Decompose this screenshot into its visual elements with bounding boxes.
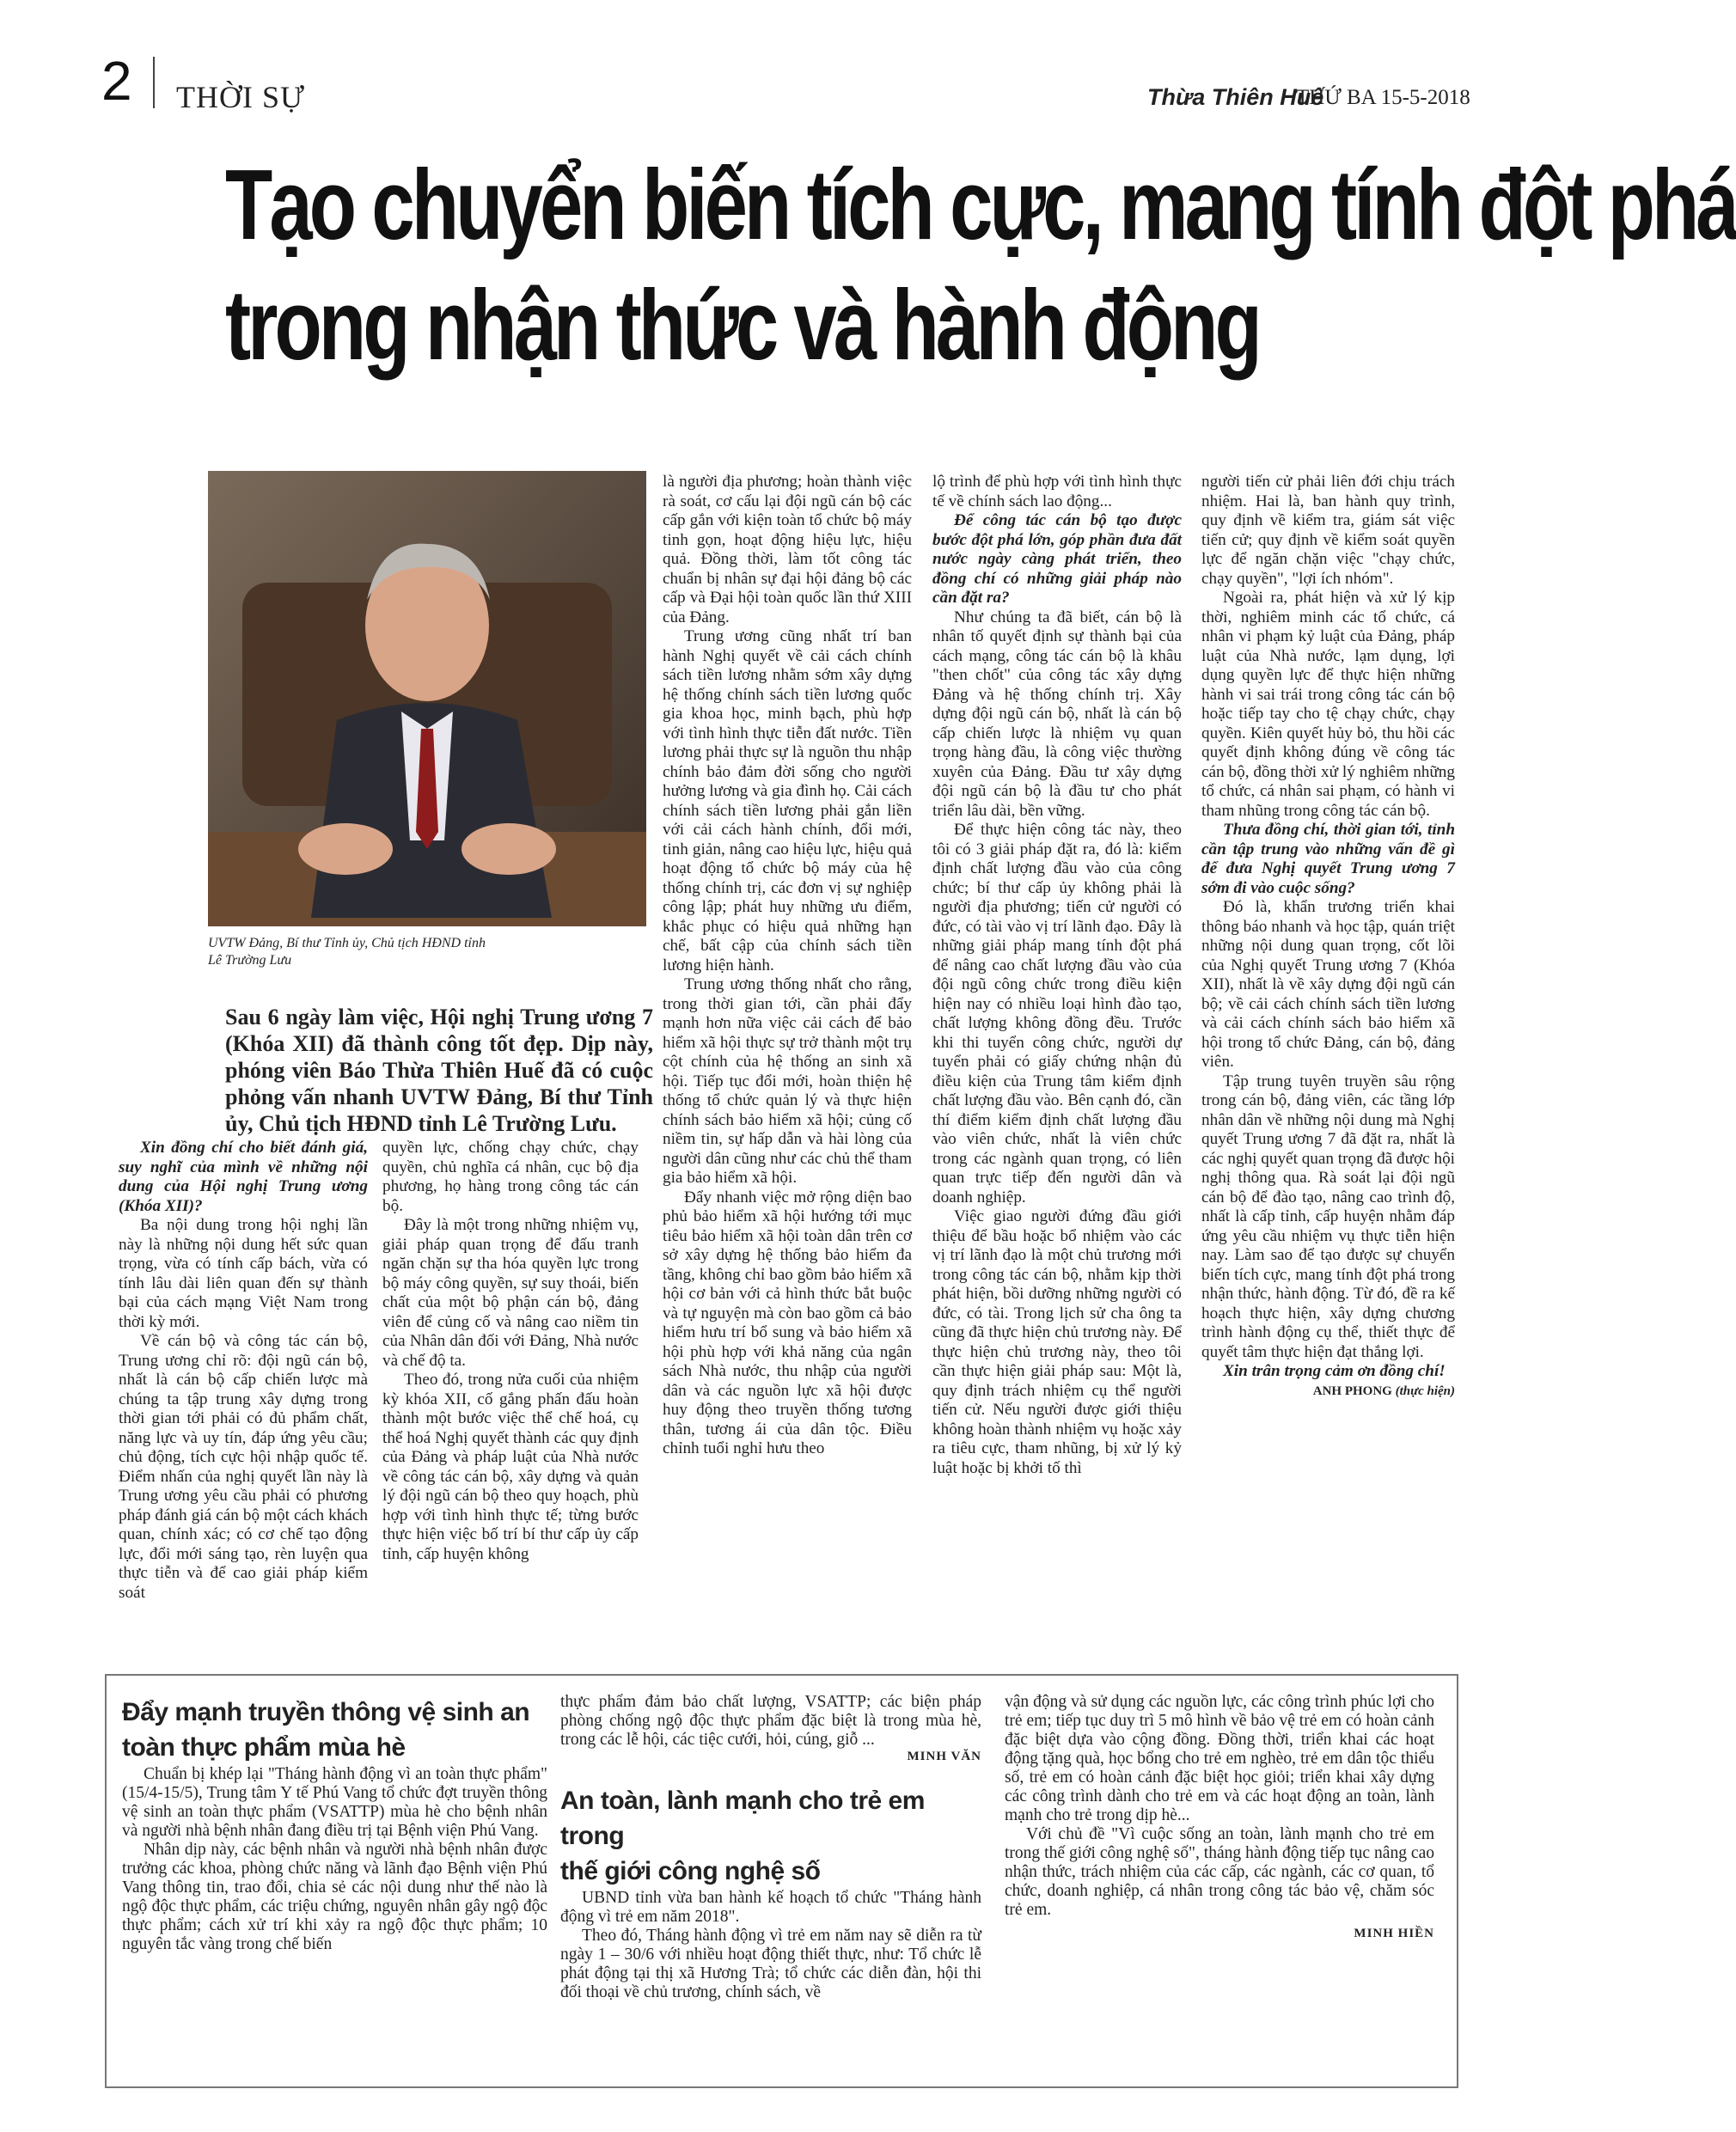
portrait-photo: [208, 471, 646, 926]
page-number-divider: [153, 57, 155, 108]
brief-title-line: thế giới công nghệ số: [560, 1857, 821, 1885]
brief-author: MINH VĂN: [907, 1750, 981, 1763]
caption-line: Lê Trường Lưu: [208, 953, 292, 968]
paragraph: Trung ương thống nhất cho rằng, trong thời gian tới, cần phải đẩy mạnh hơn nữa việc cải cách để bảo hiểm xã hội thực sự trở thành một trụ cột chính của hệ thống an sinh xã hội. Tiếp tục đổi mới, hoàn thiện hệ thống tổ chức quản lý và thực hiện chính sách bảo hiểm xã hội; củng cố niềm tin, sự hấp dẫn và hài lòng của người dân cũng như các chủ thể tham gia bảo hiểm xã hội.: [663, 975, 912, 1187]
interview-question: Thưa đồng chí, thời gian tới, tỉnh cần tập trung vào những vấn đề gì để đưa Nghị quyết Trung ương 7 sớm đi vào cuộc sống?: [1201, 821, 1455, 897]
brief-title-line: toàn thực phẩm mùa hè: [122, 1733, 406, 1762]
column-4: [932, 473, 1182, 1478]
interview-question: Để công tác cán bộ tạo được bước đột phá lớn, góp phần đưa đất nước ngày càng phát triển, theo đồng chí có những giải pháp nào cần đặt ra?: [932, 511, 1182, 607]
brief-title-line: An toàn, lành mạnh cho trẻ em trong: [560, 1787, 925, 1850]
brief-food-safety: [122, 1695, 547, 1954]
newspaper-name: Thừa Thiên Huế: [1147, 84, 1324, 110]
portrait-illustration: [208, 471, 646, 926]
byline-note: (thực hiện): [1395, 1384, 1455, 1398]
paragraph: Ngoài ra, phát hiện và xử lý kịp thời, nghiêm minh các tổ chức, cá nhân vi phạm kỷ luật của Đảng, pháp luật của Nhà nước, lạm dụng, lợi dụng quyền lực để thực hiện những hành vi sai trái trong công tác cán bộ hoặc tiếp tay cho tệ chạy chức, chạy quyền. Kiên quyết hủy bỏ, thu hồi các quyết định không đúng về công tác cán bộ, đồng thời xử lý nghiêm những tổ chức, cá nhân sai phạm, có hành vi tham nhũng trong công tác cán bộ.: [1201, 589, 1455, 820]
paragraph: Theo đó, trong nửa cuối của nhiệm kỳ khóa XII, cố gắng phấn đấu hoàn thành một bước việc thể chế hoá, cụ thể hoá Nghị quyết thành các quy định của Đảng và pháp luật của Nhà nước về công tác cán bộ, xây dựng và quản lý đội ngũ cán bộ theo quy hoạch, phù hợp với tình hình thực tế; từng bước thực hiện việc bố trí bí thư cấp ủy cấp tỉnh, cấp huyện không: [382, 1371, 639, 1563]
paragraph: Trung ương cũng nhất trí ban hành Nghị quyết về cải cách chính sách tiền lương nhằm sớm xây dựng hệ thống chính sách tiền lương quốc gia khoa học, minh bạch, phù hợp với tình hình thực tiễn đất nước. Tiền lương phải thực sự là nguồn thu nhập chính bảo đảm đời sống cho người hưởng lương và gia đình họ. Cải cách chính sách tiền lương phải gắn liền với cải cách hành chính, đổi mới, tinh giản, nâng cao hiệu lực, hiệu quả hoạt động tổ chức bộ máy của hệ thống chính trị, các đơn vị sự nghiệp công lập; phát huy những ưu điểm, khắc phục có hiệu quả những hạn chế, bất cập của chính sách tiền lương hiện hành.: [663, 627, 912, 974]
brief-body: [122, 1765, 547, 1954]
caption-line: UVTW Đảng, Bí thư Tỉnh ủy, Chủ tịch HĐND tỉnh: [208, 936, 486, 950]
headline-line: trong nhận thức và hành động: [225, 269, 1259, 381]
paragraph: là người địa phương; hoàn thành việc rà soát, cơ cấu lại đội ngũ cán bộ các cấp gắn với kiện toàn tổ chức bộ máy tinh gọn, hoạt động hiệu lực, hiệu quả. Đồng thời, làm tốt công tác chuẩn bị nhân sự đại hội đảng bộ các cấp và Đại hội toàn quốc lần thứ XIII của Đảng.: [663, 473, 912, 626]
paragraph: Nhân dịp này, các bệnh nhân và người nhà bệnh nhân được trưởng các khoa, phòng chức năng và lãnh đạo Bệnh viện Phú Vang thông tin, trao đổi, chia sẻ các nội dung như thế nào là ngộ độc thực phẩm, các triệu chứng, nguyên nhân gây ngộ độc thực phẩm; cách xử trí khi xảy ra ngộ độc thực phẩm; 10 nguyên tắc vàng trong chế biến: [122, 1841, 547, 1953]
paragraph: thực phẩm đảm bảo chất lượng, VSATTP; các biện pháp phòng chống ngộ độc thực phẩm đặc biệt là trong mùa hè, trong các lễ hội, các tiệc cưới, hỏi, cúng, giỗ ...: [560, 1693, 981, 1749]
section-title: THỜI SỰ: [176, 80, 305, 114]
lead-paragraph: Sau 6 ngày làm việc, Hội nghị Trung ương 7 (Khóa XII) đã thành công tốt đẹp. Dịp này, phóng viên Báo Thừa Thiên Huế đã có cuộc phỏng vấn nhanh UVTW Đảng, Bí thư Tỉnh ủy, Chủ tịch HĐND tỉnh Lê Trường Lưu.: [225, 1005, 653, 1136]
paragraph: Ba nội dung trong hội nghị lần này là những nội dung hết sức quan trọng, vừa có tính cấp bách, vừa có tính lâu dài liên quan đến sự thành bại của cách mạng Việt Nam trong thời kỳ mới.: [119, 1216, 368, 1331]
headline: [225, 144, 1736, 385]
column-1: [119, 1139, 368, 1603]
paragraph: lộ trình để phù hợp với tình hình thực tế về chính sách lao động...: [932, 473, 1182, 510]
paragraph: Với chủ đề "Vì cuộc sống an toàn, lành mạnh cho trẻ em trong thế giới công nghệ số", tháng hành động tiếp tục nâng cao nhận thức, trách nhiệm của các cấp, các ngành, các cơ quan, tổ chức, doanh nghiệp, cá nhân trong công tác bảo vệ, chăm sóc trẻ em.: [1005, 1825, 1434, 1919]
byline: [1201, 1382, 1455, 1402]
paragraph: Tập trung tuyên truyền sâu rộng trong cán bộ, đảng viên, các tầng lớp nhân dân về những nội dung mà Nghị quyết Trung ương 7 đã đặt ra, nhất là các nghị quyết quan trọng đã được hội nghị thông qua. Rà soát lại đội ngũ cán bộ để đào tạo, nâng cao trình độ, nhất là cấp tỉnh, cấp huyện nhằm đáp ứng yêu cầu nhiệm vụ thực tiễn hiện nay. Làm sao để tạo được sự chuyển biến tích cực, mang tính đột phá trong nhận thức, hành động. Từ đó, đề ra kế hoạch thực hiện, xây dựng chương trình hành động cụ thể, thiết thực để quyết tâm thực hiện đạt thắng lợi.: [1201, 1072, 1455, 1361]
closing-remark: Xin trân trọng cảm ơn đồng chí!: [1223, 1362, 1446, 1380]
paragraph: Chuẩn bị khép lại "Tháng hành động vì an toàn thực phẩm" (15/4-15/5), Trung tâm Y tế Phú Vang tổ chức đợt truyền thông vệ sinh an toàn thực phẩm (VSATTP) mùa hè cho bệnh nhân và người nhà bệnh nhân đang điều trị tại Bệnh viện Phú Vang.: [122, 1765, 547, 1840]
paragraph: vận động và sử dụng các nguồn lực, các công trình phúc lợi cho trẻ em; tiếp tục duy trì 5 mô hình về bảo vệ trẻ em có hoàn cảnh đặc biệt dựa vào cộng đồng. Đồng thời, triển khai các hoạt động tặng quà, học bổng cho trẻ em nghèo, trẻ em dân tộc thiểu số, trẻ em có hoàn cảnh đặc biệt học giỏi; triển khai xây dựng các công trình dành cho trẻ em và các hoạt động an toàn, lành mạnh cho trẻ trong dịp hè...: [1005, 1693, 1434, 1824]
brief-title-line: Đẩy mạnh truyền thông vệ sinh an: [122, 1698, 530, 1726]
paragraph: Như chúng ta đã biết, cán bộ là nhân tố quyết định sự thành bại của cách mạng, công tác cán bộ là khâu "then chốt" của công tác xây dựng Đảng và hệ thống chính trị. Xây dựng đội ngũ cán bộ, nhất là cán bộ cấp chiến lược là nhiệm vụ quan trọng hàng đầu, là công việc thường xuyên của Đảng. Đầu tư xây dựng đội ngũ cán bộ là đầu tư cho phát triển lâu dài, bền vững.: [932, 608, 1182, 820]
brief-body: [1005, 1693, 1434, 1920]
headline-line: Tạo chuyển biến tích cực, mang tính đột phá: [225, 149, 1736, 260]
brief-children-continued: [1005, 1693, 1434, 1941]
byline-name: ANH PHONG: [1312, 1384, 1392, 1398]
paragraph: người tiến cử phải liên đới chịu trách nhiệm. Hai là, ban hành quy trình, quy định về kiểm tra, giám sát việc tiến cử; quy định về kiểm soát quyền lực để ngăn chặn việc "chạy chức, chạy quyền", "lợi ích nhóm".: [1201, 473, 1455, 588]
brief-title: [560, 1783, 981, 1889]
interview-question: Xin đồng chí cho biết đánh giá, suy nghĩ của mình về những nội dung của Hội nghị Trung ương (Khóa XII)?: [119, 1139, 368, 1215]
issue-date: THỨ BA 15-5-2018: [1296, 86, 1470, 109]
paragraph: Đẩy nhanh việc mở rộng diện bao phủ bảo hiểm xã hội hướng tới mục tiêu bảo hiểm xã hội toàn dân trên cơ sở xây dựng hệ thống bảo hiểm đa tầng, không chỉ bao gồm bảo hiểm xã hội cơ bản với cả hình thức bắt buộc và tự nguyện mà còn bao gồm cả bảo hiểm hưu trí bổ sung và bảo hiểm xã hội phù hợp với khả năng của ngân sách Nhà nước, thu nhập của người dân và các nguồn lực xã hội được huy động theo truyền thống tương thân, tương ái của dân tộc. Điều chỉnh tuổi nghỉ hưu theo: [663, 1188, 912, 1457]
paragraph: quyền lực, chống chạy chức, chạy quyền, chủ nghĩa cá nhân, cục bộ địa phương, họ hàng trong công tác cán bộ.: [382, 1139, 639, 1215]
brief-author: MINH HIỀN: [1354, 1927, 1434, 1940]
photo-caption: [208, 935, 586, 969]
page-number: 2: [101, 50, 132, 112]
paragraph: Để thực hiện công tác này, theo tôi có 3 giải pháp đặt ra, đó là: kiểm định chất lượng đầu vào của công chức; bí thư cấp ủy không phải là người địa phương; tiến cử người có đức, có tài vào vị trí lãnh đạo. Đây là những giải pháp mang tính đột phá để nâng cao chất lượng đầu vào của đội ngũ công chức trong điều kiện hiện nay có nhiều loại hình đào tạo, chất lượng không đồng đều. Trước khi thi tuyển công chức, người dự tuyển phải có giấy chứng nhận đủ điều kiện của Trung tâm kiểm định chất lượng đầu vào. Bên cạnh đó, cần thí điểm kiểm định chất lượng đầu vào viên chức, nhất là viên chức trong các ngành quan trọng, có liên quan trực tiếp đến người dân và doanh nghiệp.: [932, 821, 1182, 1207]
column-2: [382, 1139, 639, 1564]
column-3: [663, 473, 912, 1459]
column-5: [1201, 473, 1455, 1401]
paragraph: Theo đó, Tháng hành động vì trẻ em năm nay sẽ diễn ra từ ngày 1 – 30/6 với nhiều hoạt động thiết thực, như: Tổ chức lễ phát động tại thị xã Hương Trà; tổ chức các diễn đàn, hội thi đối thoại về chủ trương, chính sách, về: [560, 1927, 981, 2001]
paragraph: UBND tỉnh vừa ban hành kế hoạch tổ chức "Tháng hành động vì trẻ em năm 2018".: [560, 1889, 981, 1926]
paragraph: Về cán bộ và công tác cán bộ, Trung ương chỉ rõ: đội ngũ cán bộ, nhất là cán bộ cấp chiến lược mà chúng ta tập trung xây dựng trong thời gian tới phải có đủ phẩm chất, năng lực và uy tín, đáp ứng yêu cầu; chủ động, tích cực hội nhập quốc tế. Điểm nhấn của nghị quyết lần này là Trung ương yêu cầu phải có phương pháp đánh giá cán bộ một cách khách quan, chính xác; có cơ chế tạo động lực, đổi mới sáng tạo, rèn luyện qua thực tiễn và để cao giải pháp kiểm soát: [119, 1332, 368, 1602]
paragraph: Đó là, khẩn trương triển khai thông báo nhanh và học tập, quán triệt những nội dung quan trọng, cốt lõi của Nghị quyết Trung ương 7 (Khóa XII), nhất là về xây dựng đội ngũ cán bộ; về cải cách chính sách tiền lương và cải cách chính sách bảo hiểm xã hội trong tổ chức Đảng, cán bộ, đảng viên.: [1201, 898, 1455, 1071]
paragraph: Đây là một trong những nhiệm vụ, giải pháp quan trọng để đấu tranh ngăn chặn sự tha hóa quyền lực trong bộ máy công quyền, sự suy thoái, biến chất của một bộ phận cán bộ, đảng viên để củng cố và nâng cao niềm tin của Nhân dân đối với Đảng, Nhà nước và chế độ ta.: [382, 1216, 639, 1370]
paragraph: Việc giao người đứng đầu giới thiệu để bầu hoặc bổ nhiệm vào các vị trí lãnh đạo là một chủ trương mới trong công tác cán bộ, nhằm kịp thời phát hiện, bồi dưỡng những người có đức, có tài. Trong lịch sử cha ông ta cũng đã thực hiện chủ trương này. Để thực hiện chủ trương này, theo tôi cần thực hiện giải pháp sau: Một là, quy định trách nhiệm cụ thể người tiến cử. Nếu người được giới thiệu không hoàn thành nhiệm vụ hoặc xảy ra tiêu cực, tham nhũng, bị xử lý kỷ luật hoặc bị khởi tố thì: [932, 1207, 1182, 1477]
news-brief-box: [105, 1674, 1458, 2088]
brief-food-safety-continued: [560, 1693, 981, 2002]
brief-title: [122, 1695, 547, 1765]
brief-body: [560, 1889, 981, 2002]
brief-body: [560, 1693, 981, 1750]
